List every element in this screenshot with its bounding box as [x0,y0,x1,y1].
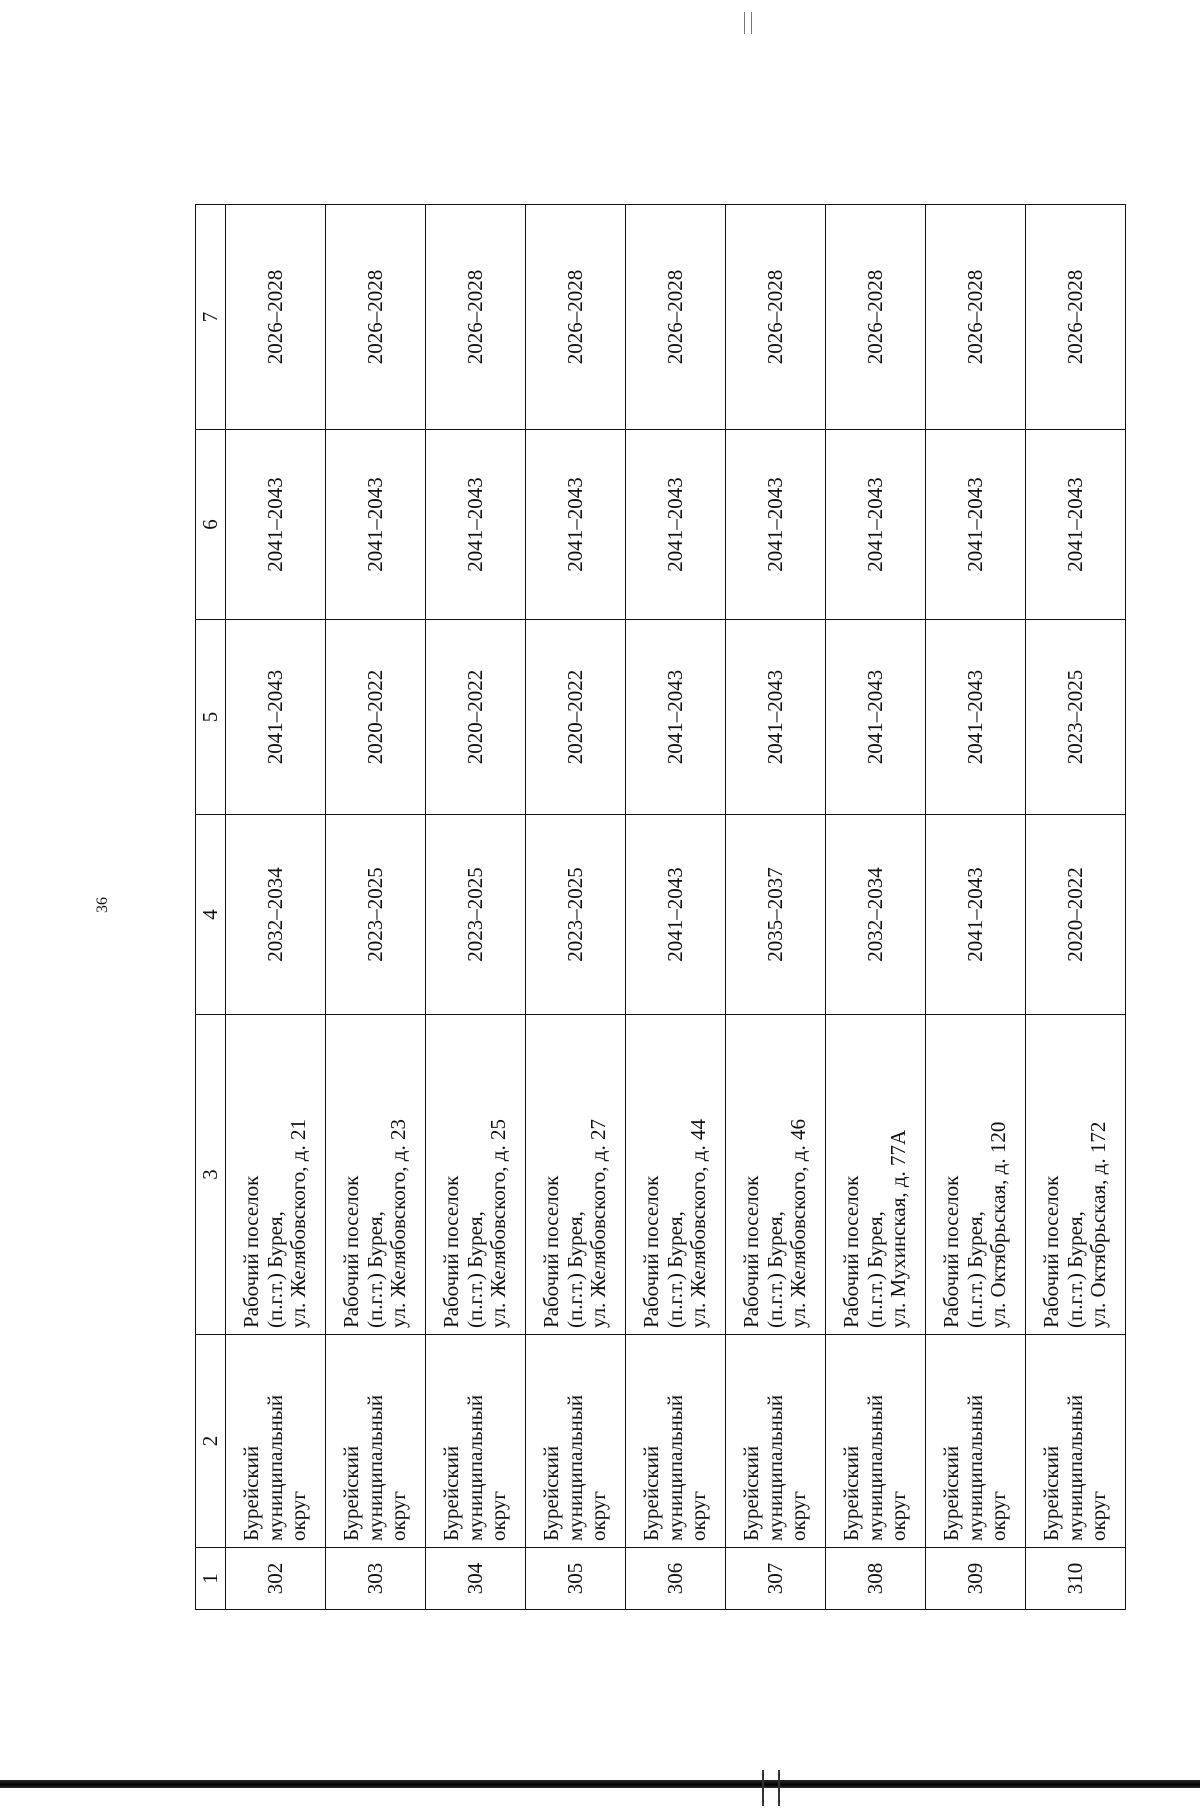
address-cell-line: ул. Желябовского, д. 46 [786,1119,811,1328]
district-cell [326,1335,426,1548]
district-cell-line: округ [886,1490,911,1541]
period-col7: 2026–2028 [426,205,526,430]
table-row [826,205,926,1610]
district-cell-line: Бурейский [539,1445,564,1541]
address-cell [326,1015,426,1335]
address-cell [426,1015,526,1335]
district-cell [726,1335,826,1548]
address-cell [926,1015,1026,1335]
data-table [195,204,1126,1610]
district-cell [626,1335,726,1548]
period-col6: 2041–2043 [426,430,526,620]
address-cell-line: ул. Мухинская, д. 77А [886,1129,911,1328]
table-row [526,205,626,1610]
address-cell-line: Рабочий поселок [739,1175,764,1328]
district-cell-line: округ [586,1490,611,1541]
table-row [326,205,426,1610]
header-cell: 3 [196,1015,226,1335]
period-col4: 2041–2043 [926,815,1026,1015]
district-cell-line: округ [1086,1490,1111,1541]
header-cell: 5 [196,620,226,815]
row-number: 302 [226,1548,326,1610]
period-col5: 2041–2043 [926,620,1026,815]
header-cell: 2 [196,1335,226,1548]
district-cell-line: муниципальный [962,1394,987,1541]
row-number: 309 [926,1548,1026,1610]
table-row [226,205,326,1610]
district-cell-line: округ [686,1490,711,1541]
period-col6: 2041–2043 [1026,430,1126,620]
period-col7: 2026–2028 [726,205,826,430]
district-cell-line: Бурейский [439,1445,464,1541]
address-cell-line: (п.г.т.) Бурея, [662,1211,687,1328]
district-cell-line: муниципальный [262,1394,287,1541]
period-col7: 2026–2028 [326,205,426,430]
district-cell-line: округ [786,1490,811,1541]
address-cell-line: Рабочий поселок [239,1175,264,1328]
row-number: 306 [626,1548,726,1610]
period-col7: 2026–2028 [1026,205,1126,430]
address-cell-line: Рабочий поселок [339,1175,364,1328]
period-col4: 2023–2025 [526,815,626,1015]
district-cell-line: Бурейский [339,1445,364,1541]
period-col4: 2032–2034 [226,815,326,1015]
district-cell-line: муниципальный [362,1394,387,1541]
period-col5: 2023–2025 [1026,620,1126,815]
district-cell-line: округ [286,1490,311,1541]
scan-artifact-tick [762,1770,780,1806]
address-cell-line: (п.г.т.) Бурея, [1062,1211,1087,1328]
address-cell-line: ул. Желябовского, д. 27 [586,1119,611,1328]
district-cell-line: округ [386,1490,411,1541]
district-cell-line: муниципальный [662,1394,687,1541]
period-col7: 2026–2028 [926,205,1026,430]
period-col5: 2020–2022 [426,620,526,815]
period-col6: 2041–2043 [826,430,926,620]
district-cell-line: муниципальный [1062,1394,1087,1541]
address-cell [626,1015,726,1335]
period-col4: 2035–2037 [726,815,826,1015]
address-cell-line: ул. Желябовского, д. 21 [286,1119,311,1328]
district-cell-line: Бурейский [639,1445,664,1541]
period-col7: 2026–2028 [826,205,926,430]
address-cell-line: (п.г.т.) Бурея, [362,1211,387,1328]
district-cell-line: Бурейский [1039,1445,1064,1541]
district-cell-line: Бурейский [939,1445,964,1541]
period-col4: 2023–2025 [426,815,526,1015]
table-row [726,205,826,1610]
address-cell [226,1015,326,1335]
address-cell-line: (п.г.т.) Бурея, [262,1211,287,1328]
address-cell [1026,1015,1126,1335]
row-number: 305 [526,1548,626,1610]
address-cell-line: (п.г.т.) Бурея, [462,1211,487,1328]
period-col4: 2020–2022 [1026,815,1126,1015]
address-cell-line: Рабочий поселок [439,1175,464,1328]
period-col6: 2041–2043 [726,430,826,620]
district-cell [226,1335,326,1548]
district-cell-line: муниципальный [862,1394,887,1541]
period-col5: 2041–2043 [626,620,726,815]
district-cell-line: Бурейский [739,1445,764,1541]
period-col6: 2041–2043 [626,430,726,620]
row-number: 310 [1026,1548,1126,1610]
period-col6: 2041–2043 [326,430,426,620]
period-col7: 2026–2028 [526,205,626,430]
address-cell [826,1015,926,1335]
address-cell-line: Рабочий поселок [939,1175,964,1328]
district-cell [526,1335,626,1548]
district-cell-line: муниципальный [562,1394,587,1541]
scan-artifact-bar [0,1780,1200,1788]
header-cell: 1 [196,1548,226,1610]
row-number: 307 [726,1548,826,1610]
row-number: 304 [426,1548,526,1610]
address-cell-line: ул. Октябрьская, д. 120 [986,1121,1011,1328]
period-col5: 2041–2043 [726,620,826,815]
address-cell-line: Рабочий поселок [539,1175,564,1328]
district-cell-line: Бурейский [839,1445,864,1541]
table-row [626,205,726,1610]
address-cell-line: Рабочий поселок [839,1175,864,1328]
address-cell-line: (п.г.т.) Бурея, [862,1211,887,1328]
row-number: 303 [326,1548,426,1610]
district-cell-line: округ [486,1490,511,1541]
header-cell: 6 [196,430,226,620]
address-cell-line: Рабочий поселок [1039,1175,1064,1328]
period-col5: 2041–2043 [226,620,326,815]
address-cell-line: Рабочий поселок [639,1175,664,1328]
address-cell-line: ул. Желябовского, д. 44 [686,1119,711,1328]
period-col4: 2023–2025 [326,815,426,1015]
district-cell [826,1335,926,1548]
district-cell-line: муниципальный [462,1394,487,1541]
address-cell-line: ул. Желябовского, д. 23 [386,1119,411,1328]
period-col6: 2041–2043 [226,430,326,620]
header-cell: 4 [196,815,226,1015]
table-row [926,205,1026,1610]
table-row [1026,205,1126,1610]
district-cell-line: Бурейский [239,1445,264,1541]
header-cell: 7 [196,205,226,430]
address-cell [526,1015,626,1335]
period-col6: 2041–2043 [526,430,626,620]
address-cell-line: ул. Октябрьская, д. 172 [1086,1121,1111,1328]
address-cell [726,1015,826,1335]
address-cell-line: (п.г.т.) Бурея, [562,1211,587,1328]
address-cell-line: (п.г.т.) Бурея, [762,1211,787,1328]
address-cell-line: ул. Желябовского, д. 25 [486,1119,511,1328]
district-cell-line: муниципальный [762,1394,787,1541]
table-row [426,205,526,1610]
period-col4: 2041–2043 [626,815,726,1015]
table-container [195,205,1125,1610]
header-row [196,205,226,1610]
period-col7: 2026–2028 [226,205,326,430]
page-number: 36 [94,897,111,913]
period-col4: 2032–2034 [826,815,926,1015]
row-number: 308 [826,1548,926,1610]
district-cell-line: округ [986,1490,1011,1541]
period-col7: 2026–2028 [626,205,726,430]
district-cell [1026,1335,1126,1548]
period-col6: 2041–2043 [926,430,1026,620]
address-cell-line: (п.г.т.) Бурея, [962,1211,987,1328]
rotated-table-wrapper [195,205,1125,1610]
scan-artifact-mark [744,12,752,34]
district-cell [426,1335,526,1548]
period-col5: 2020–2022 [326,620,426,815]
period-col5: 2020–2022 [526,620,626,815]
period-col5: 2041–2043 [826,620,926,815]
district-cell [926,1335,1026,1548]
